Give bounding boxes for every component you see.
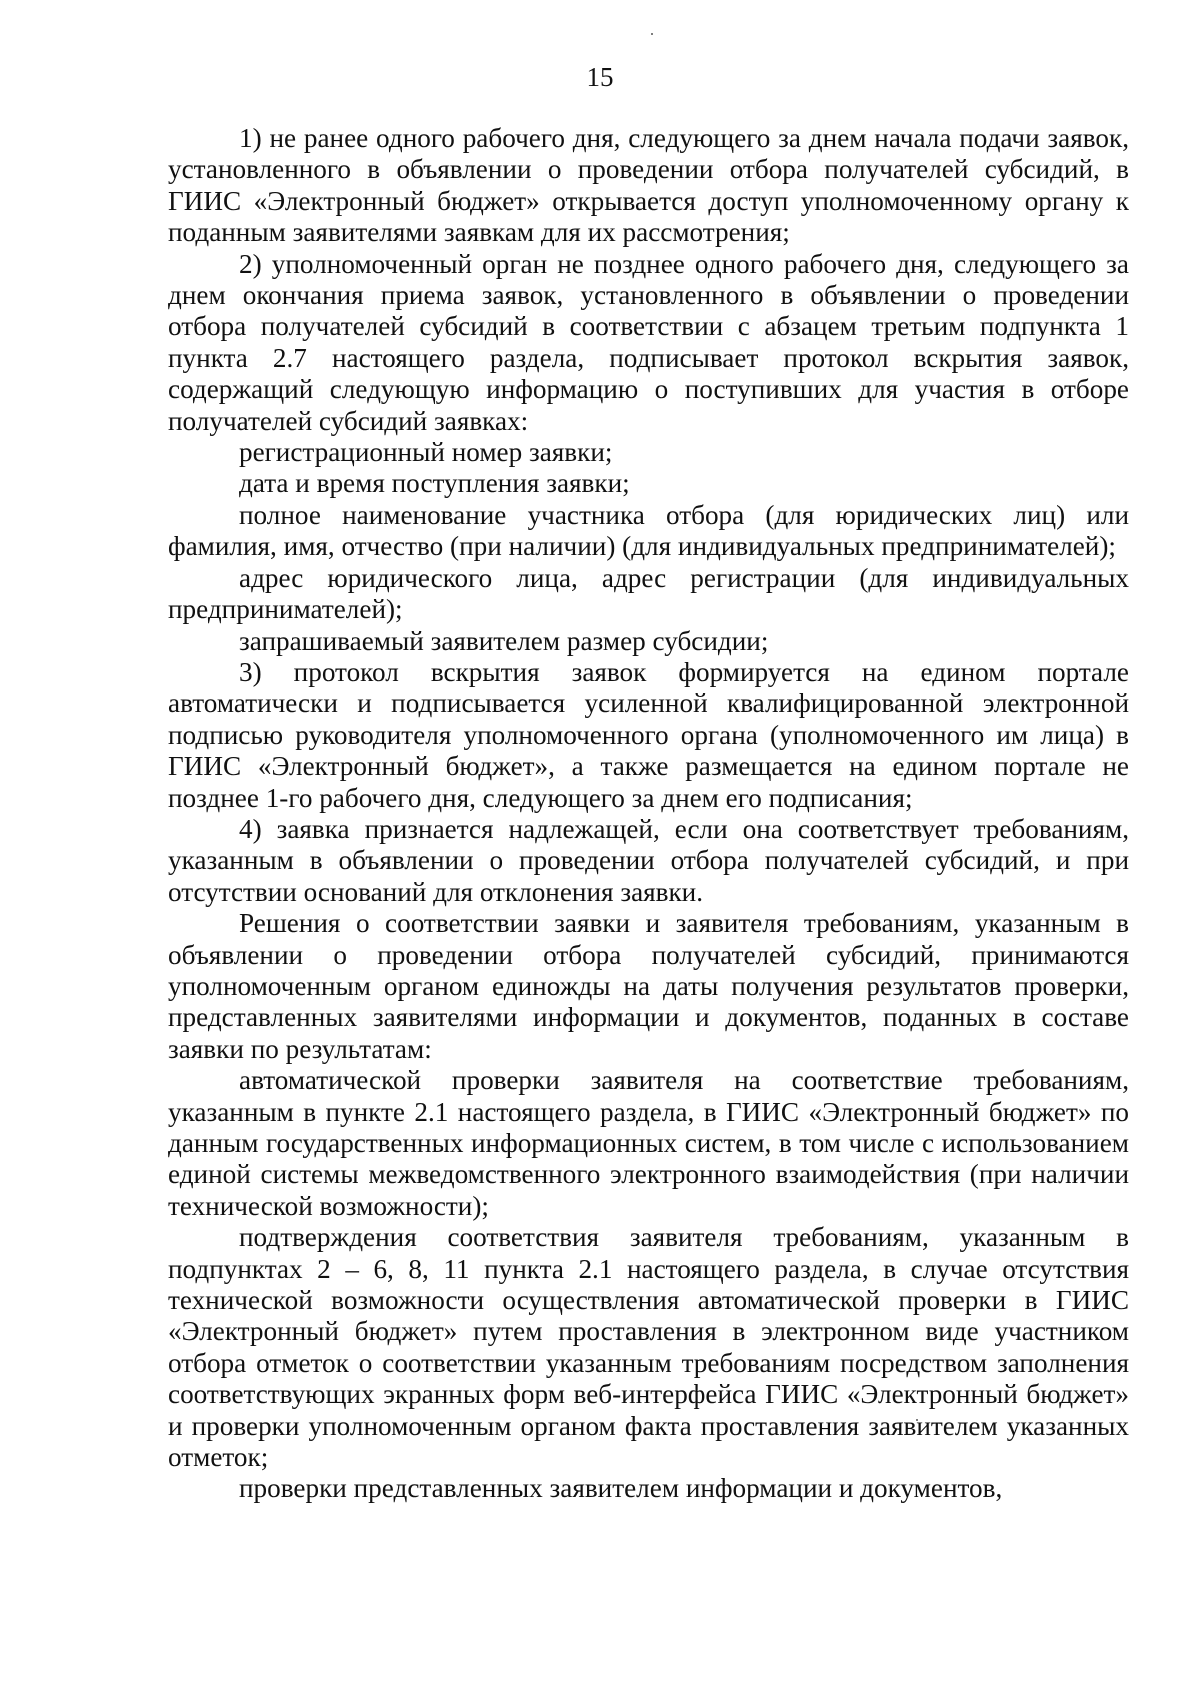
paragraph-document-check: проверки представленных заявителем информации и документов,	[239, 1473, 1003, 1504]
paragraph-item-2: 2) уполномоченный орган не позднее одного рабочего дня, следующего за днем окончания приема заявок, установленного в объявлении о проведении отбора получателей субсидий в соответствии с абзацем третьим подпункта 1 пункта 2.7 настоящего раздела, подписывает протокол вскрытия заявок, содержащий следующую информацию о поступивших для участия в отборе получателей субсидий заявках:	[168, 248, 1129, 436]
paragraph-item-1: 1) не ранее одного рабочего дня, следующего за днем начала подачи заявок, установленного в объявлении о проведении отбора получателей субсидий, в ГИИС «Электронный бюджет» открывается доступ уполномоченному органу к поданным заявителями заявкам для их рассмотрения;	[168, 123, 1129, 248]
paragraph-applicant-address: адрес юридического лица, адрес регистрации (для индивидуальных предпринимателей);	[168, 562, 1129, 625]
paragraph-automatic-check: автоматической проверки заявителя на соответствие требованиям, указанным в пункте 2.1 настоящего раздела, в ГИИС «Электронный бюджет» по данным государственных информационных систем, в том числе с использованием единой системы межведомственного электронного взаимодействия (при наличии технической возможности);	[168, 1065, 1129, 1221]
paragraph-decisions: Решения о соответствии заявки и заявителя требованиям, указанным в объявлении о проведении отбора получателей субсидий, принимаются уполномоченным органом единожды на даты получения результатов проверки, представленных заявителями информации и документов, поданных в составе заявки по результатам:	[168, 908, 1129, 1064]
document-body	[168, 123, 1129, 1505]
page-number: 15	[586, 62, 614, 92]
paragraph-confirmation: подтверждения соответствия заявителя требованиям, указанным в подпунктах 2 – 6, 8, 11 пункта 2.1 настоящего раздела, в случае отсутствия технической возможности осуществления автоматической проверки в ГИИС «Электронный бюджет» путем проставления в электронном виде участником отбора отметок о соответствии указанным требованиям посредством заполнения соответствующих экранных форм веб-интерфейса ГИИС «Электронный бюджет» и проверки уполномоченным органом факта проставления заявителем указанных отметок;	[168, 1222, 1129, 1473]
paragraph-registration-number: регистрационный номер заявки;	[239, 437, 613, 468]
paragraph-applicant-name: полное наименование участника отбора (для юридических лиц) или фамилия, имя, отчество (при наличии) (для индивидуальных предпринимателей);	[168, 499, 1129, 562]
paragraph-item-3: 3) протокол вскрытия заявок формируется на едином портале автоматически и подписывается усиленной квалифицированной электронной подписью руководителя уполномоченного органа (уполномоченного им лица) в ГИИС «Электронный бюджет», а также размещается на едином портале не позднее 1-го рабочего дня, следующего за днем его подписания;	[168, 656, 1129, 813]
scan-speck	[651, 33, 653, 35]
paragraph-submission-datetime: дата и время поступления заявки;	[239, 468, 630, 499]
paragraph-requested-subsidy: запрашиваемый заявителем размер субсидии;	[239, 625, 769, 656]
paragraph-item-4: 4) заявка признается надлежащей, если она соответствует требованиям, указанным в объявлении о проведении отбора получателей субсидий, и при отсутствии оснований для отклонения заявки.	[168, 813, 1129, 907]
